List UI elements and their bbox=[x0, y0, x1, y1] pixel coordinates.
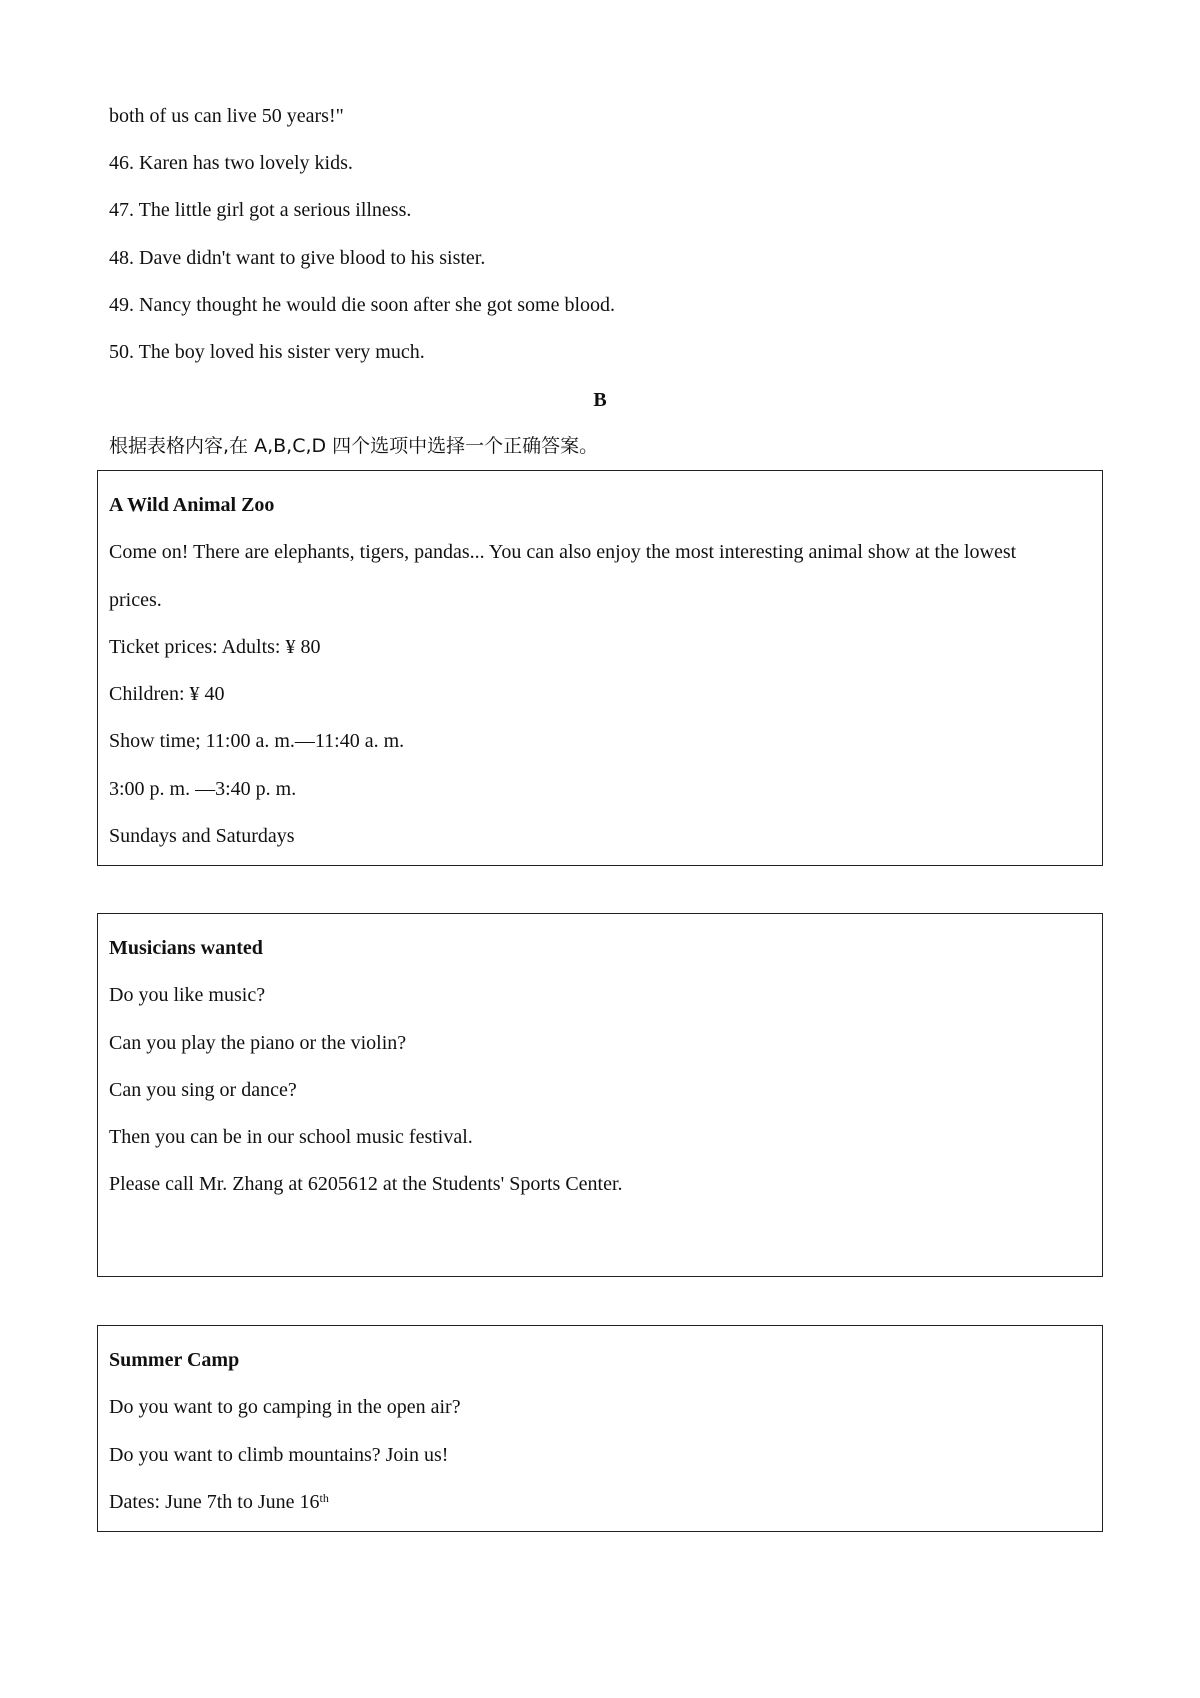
statement-46: 46. Karen has two lovely kids. bbox=[109, 152, 353, 174]
zoo-ticket-adults: Ticket prices: Adults: ¥ 80 bbox=[109, 636, 321, 658]
zoo-show-time-morning: Show time; 11:00 a. m.—11:40 a. m. bbox=[109, 730, 405, 752]
zoo-notice-box bbox=[97, 470, 1103, 866]
summer-camp-notice-box bbox=[97, 1325, 1103, 1532]
musicians-notice-line: Can you sing or dance? bbox=[109, 1079, 297, 1101]
statement-49: 49. Nancy thought he would die soon after she got some blood. bbox=[109, 294, 616, 316]
summer-camp-dates-suffix: th bbox=[319, 1491, 329, 1505]
summer-camp-line: Do you want to climb mountains? Join us! bbox=[109, 1444, 449, 1466]
zoo-notice-title: A Wild Animal Zoo bbox=[109, 494, 275, 516]
summer-camp-dates-text: Dates: June 7th to June 16 bbox=[109, 1491, 320, 1513]
section-heading: B bbox=[593, 389, 607, 411]
musicians-notice-box bbox=[97, 913, 1103, 1277]
musicians-contact-line: Please call Mr. Zhang at 6205612 at the Students' Sports Center. bbox=[109, 1173, 623, 1195]
statement-48: 48. Dave didn't want to give blood to his sister. bbox=[109, 247, 486, 269]
statement-50: 50. The boy loved his sister very much. bbox=[109, 341, 425, 363]
musicians-notice-line: Can you play the piano or the violin? bbox=[109, 1032, 407, 1054]
summer-camp-line: Do you want to go camping in the open air? bbox=[109, 1396, 461, 1418]
section-instruction: 根据表格内容,在 A,B,C,D 四个选项中选择一个正确答案。 bbox=[109, 435, 599, 457]
statement-47: 47. The little girl got a serious illness. bbox=[109, 199, 412, 221]
zoo-ticket-children: Children: ¥ 40 bbox=[109, 683, 225, 705]
zoo-notice-line: Come on! There are elephants, tigers, pandas... You can also enjoy the most interesting animal show at the lowest bbox=[109, 541, 1017, 563]
zoo-notice-line: prices. bbox=[109, 589, 162, 611]
zoo-show-time-afternoon: 3:00 p. m. —3:40 p. m. bbox=[109, 778, 297, 800]
musicians-notice-line: Then you can be in our school music festival. bbox=[109, 1126, 473, 1148]
musicians-notice-line: Do you like music? bbox=[109, 984, 266, 1006]
text-line: both of us can live 50 years!" bbox=[109, 105, 344, 127]
zoo-show-days: Sundays and Saturdays bbox=[109, 825, 295, 847]
summer-camp-title: Summer Camp bbox=[109, 1349, 240, 1371]
musicians-notice-title: Musicians wanted bbox=[109, 937, 263, 959]
summer-camp-dates bbox=[109, 1490, 329, 1514]
